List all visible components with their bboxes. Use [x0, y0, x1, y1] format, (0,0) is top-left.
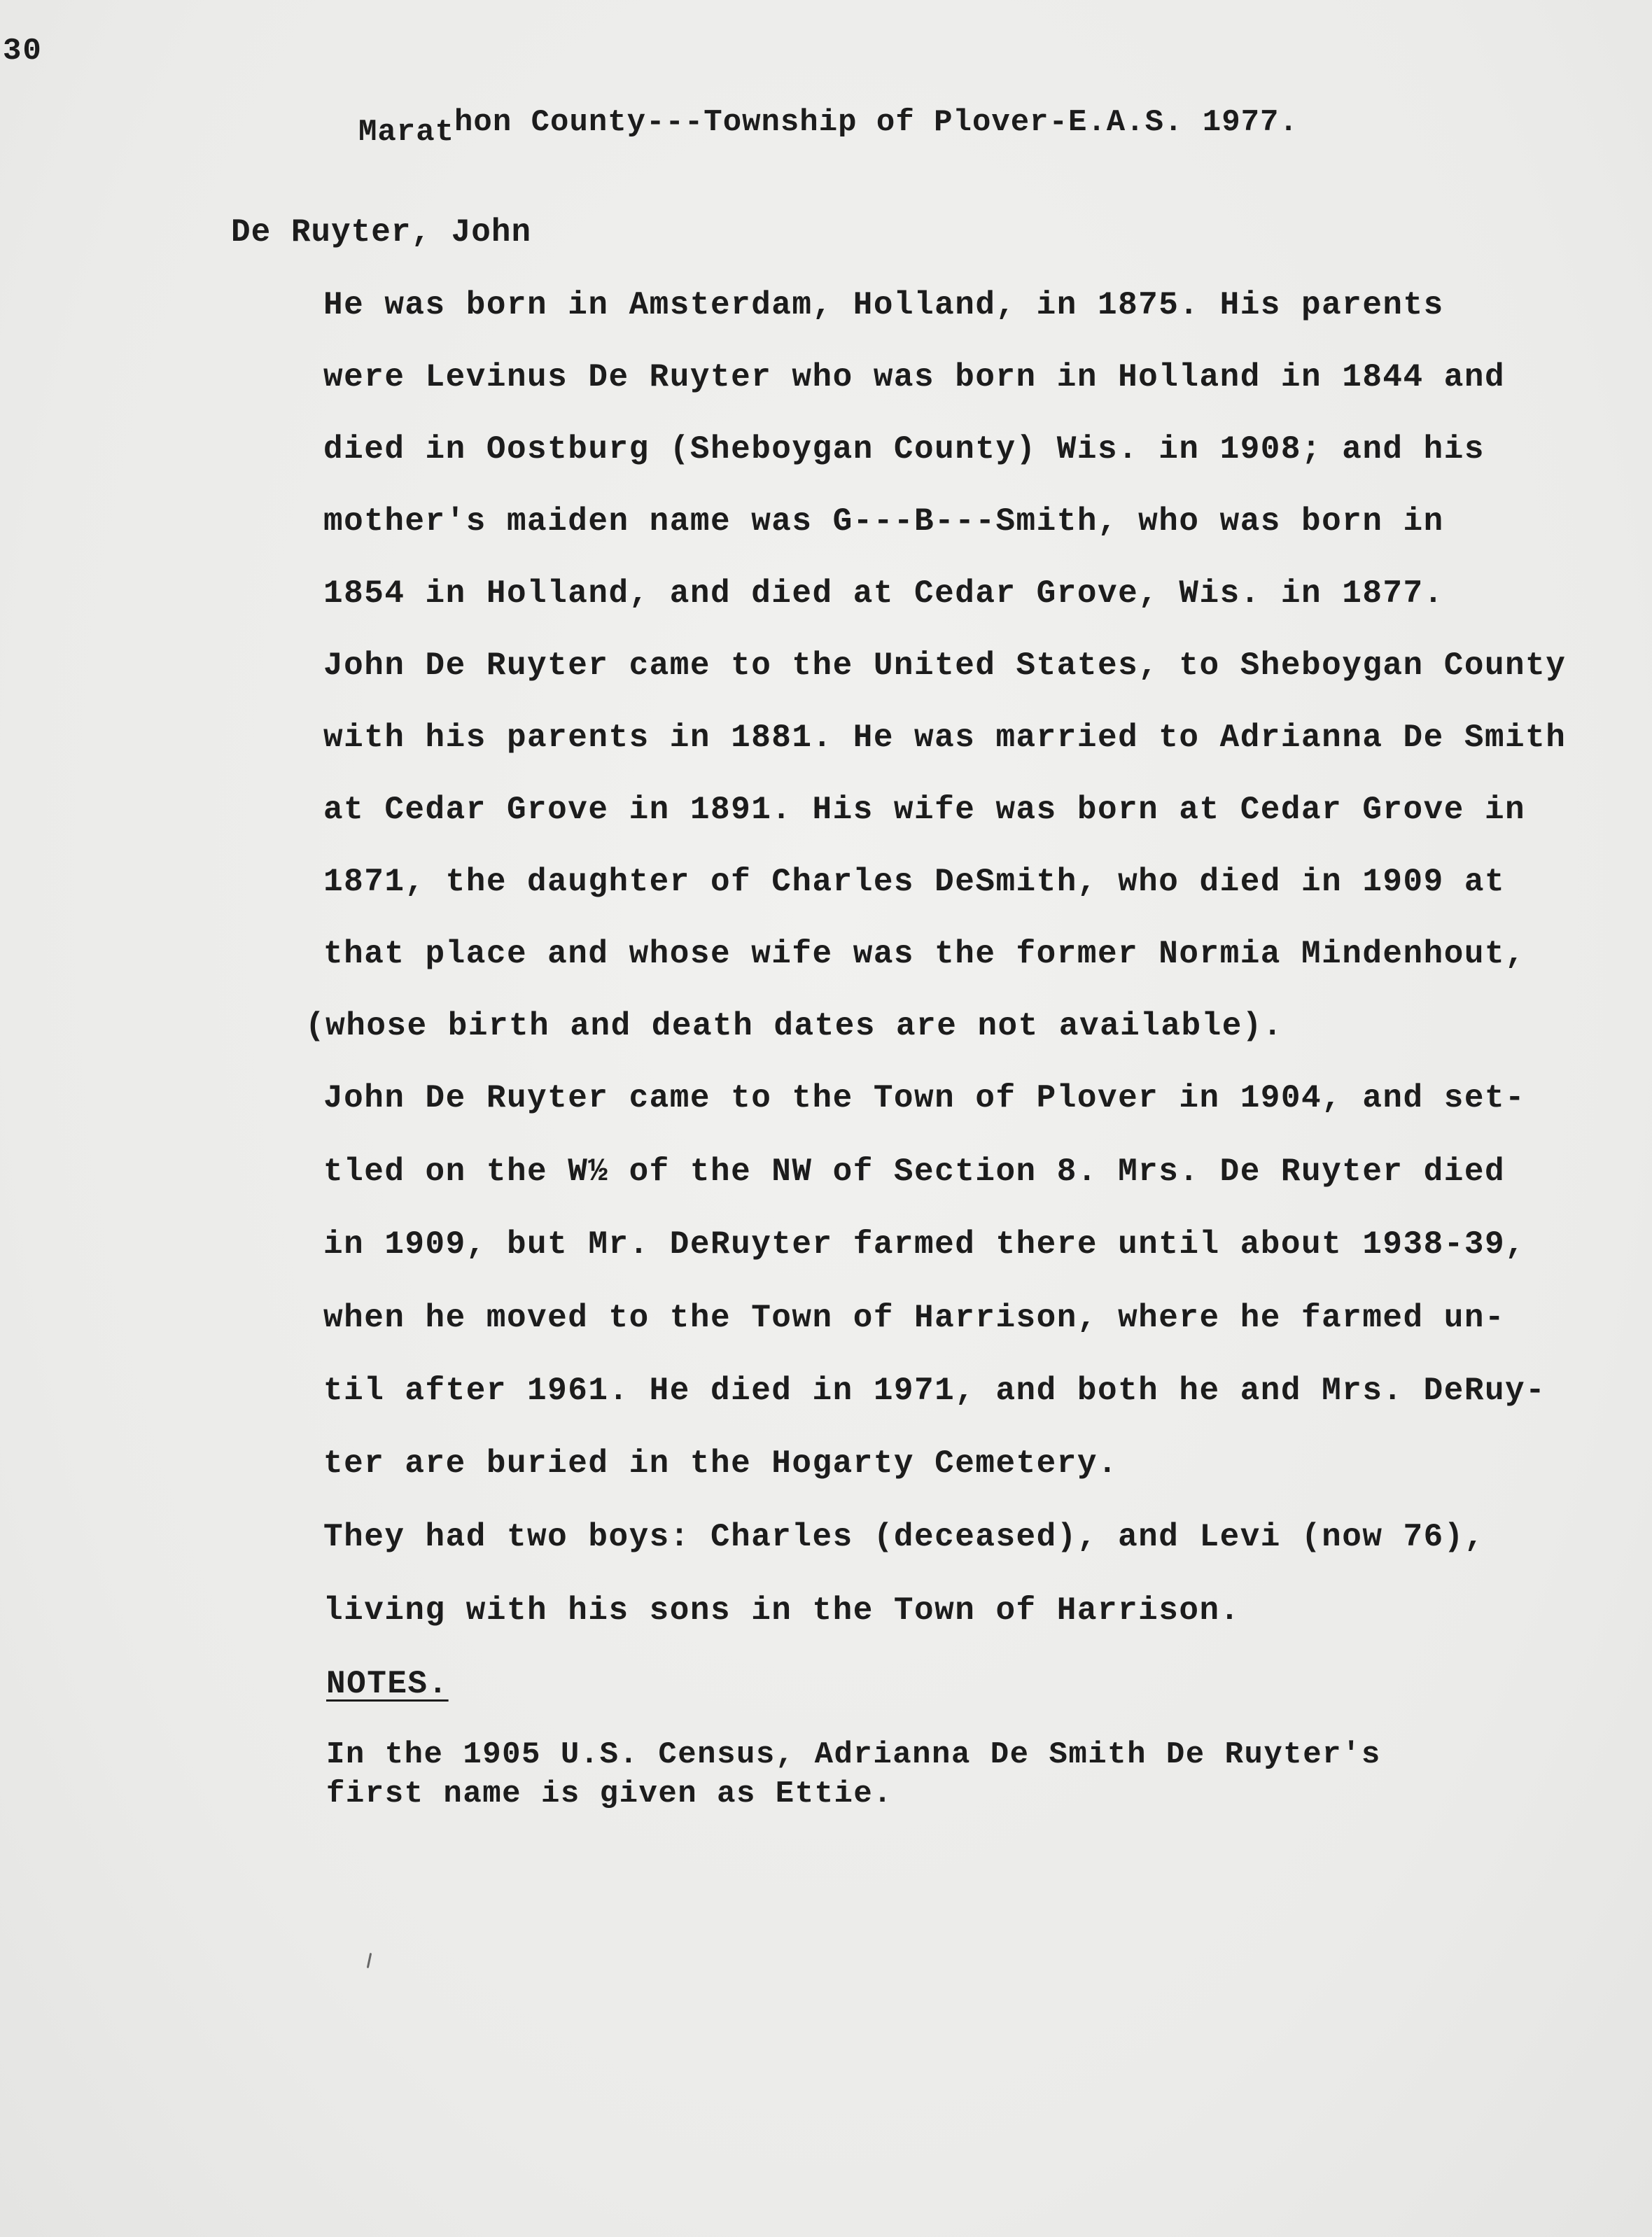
entry-name-heading: De Ruyter, John: [231, 214, 532, 251]
notes-line: first name is given as Ettie.: [326, 1776, 893, 1811]
paragraph-line: mother's maiden name was G---B---Smith, who was born in: [323, 503, 1444, 540]
paragraph-line: (whose birth and death dates are not available).: [305, 1008, 1284, 1044]
notes-line: In the 1905 U.S. Census, Adrianna De Smith De Ruyter's: [326, 1737, 1381, 1772]
paragraph-line: living with his sons in the Town of Harrison.: [323, 1592, 1240, 1629]
stray-pen-mark: [367, 1953, 372, 1968]
paragraph-line: in 1909, but Mr. DeRuyter farmed there until about 1938-39,: [323, 1226, 1526, 1263]
paragraph-line: that place and whose wife was the former Normia Mindenhout,: [323, 936, 1526, 972]
paragraph-line: ter are buried in the Hogarty Cemetery.: [323, 1445, 1119, 1482]
paragraph-line: 1854 in Holland, and died at Cedar Grove, Wis. in 1877.: [323, 575, 1444, 612]
paragraph-line: at Cedar Grove in 1891. His wife was born at Cedar Grove in: [323, 792, 1526, 828]
header-title: hon County---Township of Plover-E.A.S. 1977.: [454, 105, 1298, 140]
paragraph-line: John De Ruyter came to the United States, to Sheboygan County: [323, 647, 1567, 684]
paragraph-line: John De Ruyter came to the Town of Plover in 1904, and set-: [323, 1080, 1526, 1116]
paragraph-line: tled on the W½ of the NW of Section 8. Mrs. De Ruyter died: [323, 1153, 1506, 1190]
paragraph-line: 1871, the daughter of Charles DeSmith, who died in 1909 at: [323, 864, 1506, 900]
paragraph-line: with his parents in 1881. He was married to Adrianna De Smith: [323, 720, 1567, 756]
page-number: 30: [3, 34, 43, 69]
paragraph-line: He was born in Amsterdam, Holland, in 1875. His parents: [323, 287, 1444, 323]
paragraph-line: They had two boys: Charles (deceased), and Levi (now 76),: [323, 1519, 1485, 1555]
header-prefix: Marat: [358, 115, 455, 150]
paragraph-line: died in Oostburg (Sheboygan County) Wis. in 1908; and his: [323, 431, 1485, 468]
notes-heading: NOTES.: [326, 1666, 449, 1702]
paragraph-line: when he moved to the Town of Harrison, where he farmed un-: [323, 1300, 1506, 1336]
paragraph-line: til after 1961. He died in 1971, and both he and Mrs. DeRuy-: [323, 1373, 1546, 1409]
page-header: [358, 105, 1298, 150]
paragraph-line: were Levinus De Ruyter who was born in Holland in 1844 and: [323, 359, 1506, 395]
